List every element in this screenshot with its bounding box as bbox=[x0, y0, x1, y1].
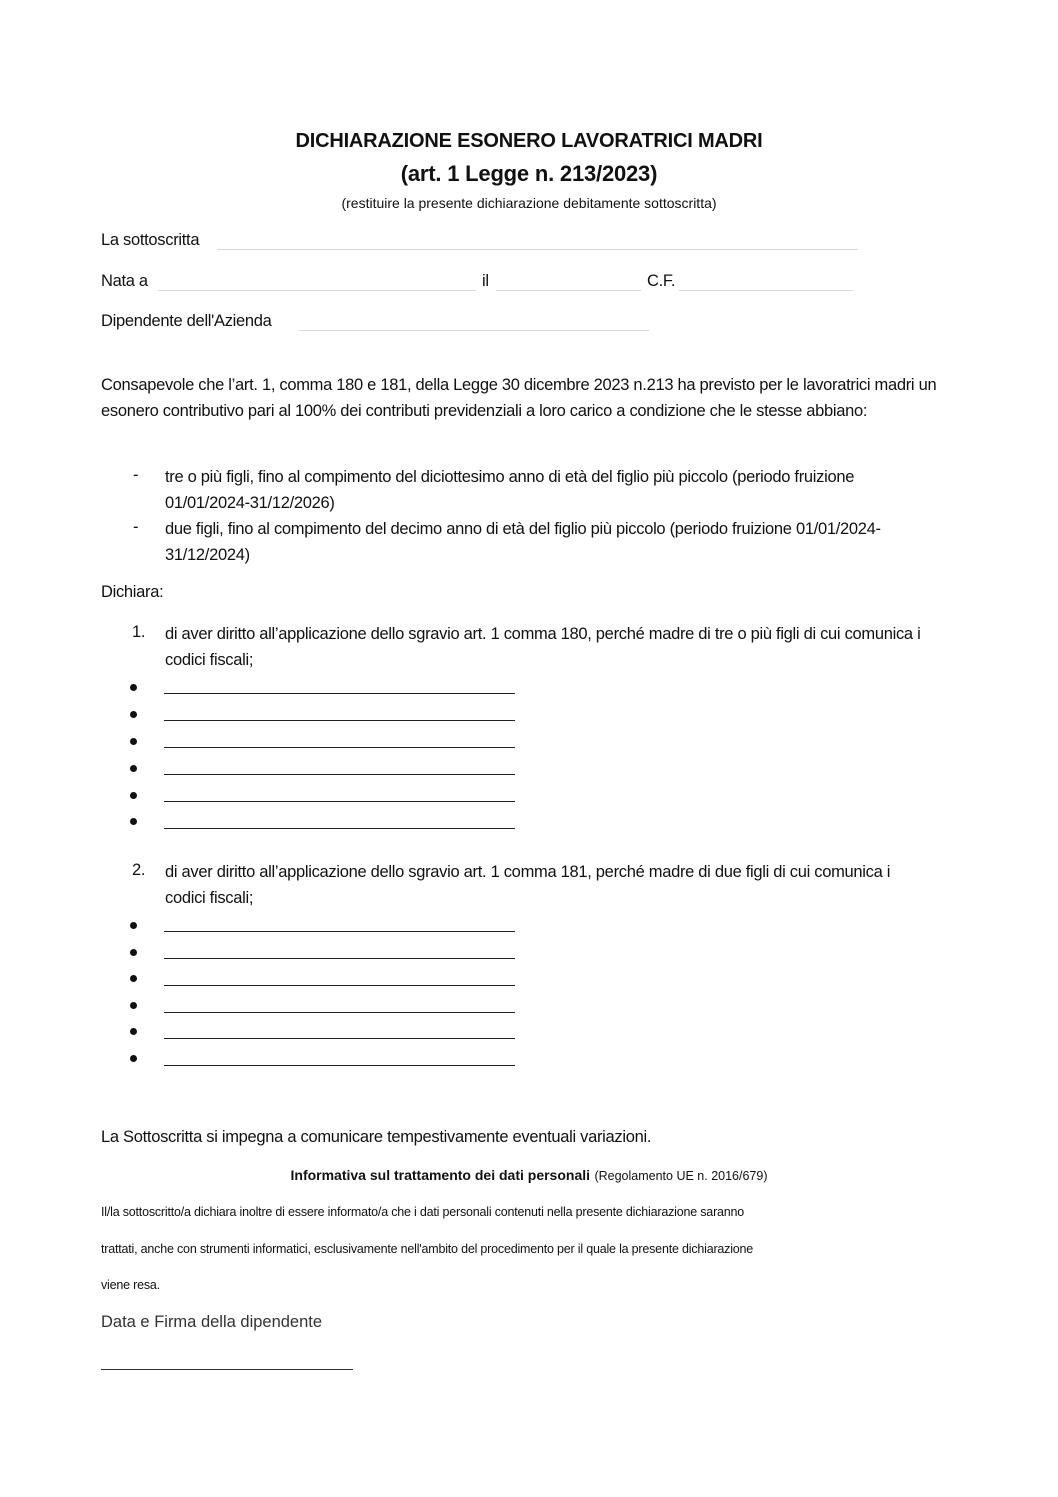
fiscal-code-input[interactable] bbox=[164, 1065, 515, 1066]
commitment-text: La Sottoscritta si impegna a comunicare tempestivamente eventuali variazioni. bbox=[101, 1128, 652, 1146]
fiscal-code-input[interactable] bbox=[164, 693, 515, 694]
fiscal-code-input[interactable] bbox=[164, 774, 515, 775]
fiscal-code-input[interactable] bbox=[164, 931, 515, 932]
birthplace-field[interactable] bbox=[158, 290, 476, 291]
cf-label: C.F. bbox=[647, 272, 676, 290]
bullet-icon bbox=[130, 684, 137, 691]
privacy-heading-bold: Informativa sul trattamento dei dati personali bbox=[290, 1167, 591, 1183]
privacy-text-line: Il/la sottoscritto/a dichiara inoltre di essere informato/a che i dati personali contenuti nella presente dichiarazione saranno bbox=[101, 1205, 745, 1219]
document-law-reference: (art. 1 Legge n. 213/2023) bbox=[400, 161, 658, 186]
bullet-icon bbox=[130, 1055, 137, 1062]
sottoscritta-field[interactable] bbox=[218, 249, 858, 250]
bullet-icon bbox=[130, 818, 137, 825]
fiscal-code-input[interactable] bbox=[164, 985, 515, 986]
privacy-heading-regulation: (Regolamento UE n. 2016/679) bbox=[594, 1169, 768, 1183]
fiscal-code-field[interactable] bbox=[679, 290, 853, 291]
declaration-label: Dichiara: bbox=[101, 583, 164, 601]
declaration-item-text: di aver diritto all’applicazione dello sgravio art. 1 comma 180, perché madre di tre o più figli di cui comunica i codici fiscali; bbox=[165, 625, 921, 669]
declaration-item-number: 2. bbox=[132, 861, 146, 879]
bullet-icon bbox=[130, 765, 137, 772]
intro-paragraph: Consapevole che l’art. 1, comma 180 e 181, della Legge 30 dicembre 2023 n.213 ha previsto per le lavoratrici madri un esonero contributivo pari al 100% dei contributi previdenziali a loro carico a condizione che le stesse abbiano: bbox=[101, 376, 937, 420]
nata-label: Nata a bbox=[101, 272, 148, 290]
bullet-icon bbox=[130, 738, 137, 745]
condition-marker: - bbox=[133, 466, 139, 484]
birthdate-field[interactable] bbox=[496, 290, 641, 291]
fiscal-code-input[interactable] bbox=[164, 828, 515, 829]
signature-field[interactable] bbox=[101, 1369, 353, 1370]
condition-item: due figli, fino al compimento del decimo anno di età del figlio più piccolo (periodo fruizione 01/01/2024-31/12/2024) bbox=[165, 520, 881, 564]
bullet-icon bbox=[130, 1028, 137, 1035]
il-label: il bbox=[482, 272, 489, 290]
bullet-icon bbox=[130, 949, 137, 956]
sottoscritta-label: La sottoscritta bbox=[101, 231, 200, 249]
bullet-icon bbox=[130, 711, 137, 718]
document-title: DICHIARAZIONE ESONERO LAVORATRICI MADRI bbox=[295, 130, 763, 152]
company-field[interactable] bbox=[299, 330, 649, 331]
declaration-item-text: di aver diritto all’applicazione dello sgravio art. 1 comma 181, perché madre di due figli di cui comunica i codici fiscali; bbox=[165, 863, 891, 907]
fiscal-code-input[interactable] bbox=[164, 720, 515, 721]
condition-item: tre o più figli, fino al compimento del diciottesimo anno di età del figlio più piccolo (periodo fruizione 01/01/2024-31/12/2026) bbox=[165, 468, 855, 512]
fiscal-code-input[interactable] bbox=[164, 958, 515, 959]
fiscal-code-input[interactable] bbox=[164, 801, 515, 802]
signature-label: Data e Firma della dipendente bbox=[101, 1313, 323, 1331]
privacy-text-line: viene resa. bbox=[101, 1278, 160, 1292]
privacy-text-line: trattati, anche con strumenti informatici, esclusivamente nell'ambito del procedimento per il quale la presente dichiarazione bbox=[101, 1242, 754, 1256]
privacy-heading bbox=[0, 1167, 1058, 1185]
azienda-label: Dipendente dell'Azienda bbox=[101, 312, 272, 330]
fiscal-code-input[interactable] bbox=[164, 1038, 515, 1039]
fiscal-code-input[interactable] bbox=[164, 1012, 515, 1013]
bullet-icon bbox=[130, 975, 137, 982]
fiscal-code-input[interactable] bbox=[164, 747, 515, 748]
bullet-icon bbox=[130, 792, 137, 799]
bullet-icon bbox=[130, 922, 137, 929]
declaration-item-number: 1. bbox=[132, 623, 146, 641]
document-subtitle: (restituire la presente dichiarazione debitamente sottoscritta) bbox=[341, 195, 717, 211]
condition-marker: - bbox=[133, 518, 139, 536]
bullet-icon bbox=[130, 1002, 137, 1009]
